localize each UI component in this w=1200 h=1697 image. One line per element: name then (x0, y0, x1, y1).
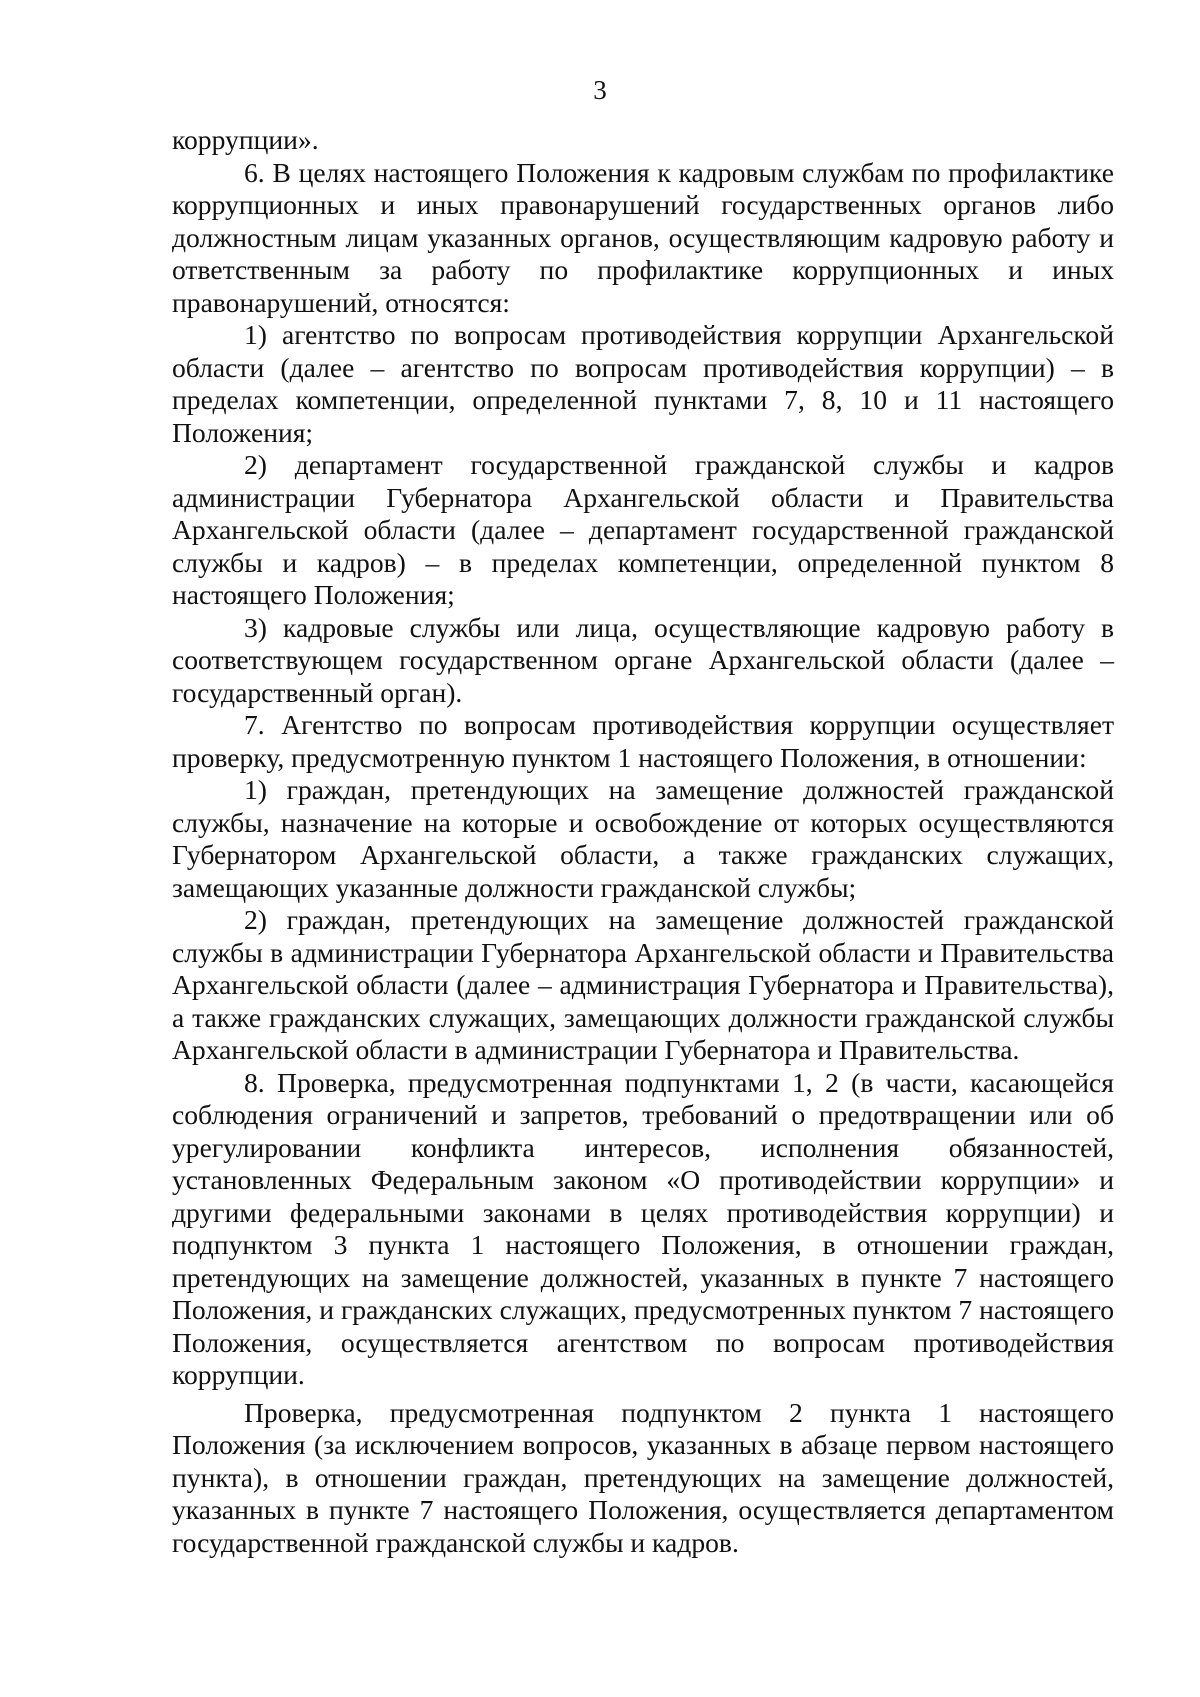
paragraph-clause-6-item-2: 2) департамент государственной гражданской службы и кадров администрации Губернатора Архангельской области и Правительства Архангельской области (далее – департамент государственной гражданской службы и кадров) – в пределах компетенции, определенной пунктом 8 настоящего Положения; (172, 449, 1114, 610)
paragraph-clause-7-item-2: 2) граждан, претендующих на замещение должностей гражданской службы в администрации Губернатора Архангельской области и Правительства Архангельской области (далее – администрация Губернатора и Правительства), а также гражданских служащих, замещающих должности гражданской службы Архангельской области в администрации Губернатора и Правительства. (172, 904, 1114, 1065)
paragraph-clause-8-part-2: Проверка, предусмотренная подпунктом 2 пункта 1 настоящего Положения (за исключением вопросов, указанных в абзаце первом настоящего пункта), в отношении граждан, претендующих на замещение должностей, указанных в пункте 7 настоящего Положения, осуществляется департаментом государственной гражданской службы и кадров. (172, 1396, 1114, 1558)
page-number: 3 (593, 75, 607, 105)
paragraph-continuation: коррупции». (172, 124, 319, 155)
paragraph-clause-6-item-1: 1) агентство по вопросам противодействия коррупции Архангельской области (далее – агентство по вопросам противодействия коррупции) – в пределах компетенции, определенной пунктами 7, 8, 10 и 11 настоящего Положения; (172, 319, 1114, 448)
paragraph-clause-6-item-3: 3) кадровые службы или лица, осуществляющие кадровую работу в соответствующем государственном органе Архангельской области (далее – государственный орган). (172, 611, 1114, 708)
paragraph-clause-7-item-1: 1) граждан, претендующих на замещение должностей гражданской службы, назначение на которые и освобождение от которых осуществляются Губернатором Архангельской области, а также гражданских служащих, замещающих указанные должности гражданской службы; (172, 774, 1114, 903)
document-body (172, 124, 1114, 1559)
paragraph-clause-8: 8. Проверка, предусмотренная подпунктами 1, 2 (в части, касающейся соблюдения ограничений и запретов, требований о предотвращении или об урегулировании конфликта интересов, исполнения обязанностей, установленных Федеральным законом «О противодействии коррупции» и другими федеральными законами в целях противодействия коррупции) и подпунктом 3 пункта 1 настоящего Положения, в отношении граждан, претендующих на замещение должностей, указанных в пункте 7 настоящего Положения, и гражданских служащих, предусмотренных пунктом 7 настоящего Положения, осуществляется агентством по вопросам противодействия коррупции. (172, 1066, 1114, 1390)
paragraph-clause-6: 6. В целях настоящего Положения к кадровым службам по профилактике коррупционных и иных правонарушений государственных органов либо должностным лицам указанных органов, осуществляющим кадровую работу и ответственным за работу по профилактике коррупционных и иных правонарушений, относятся: (172, 156, 1114, 318)
paragraph-clause-7: 7. Агентство по вопросам противодействия коррупции осуществляет проверку, предусмотренную пунктом 1 настоящего Положения, в отношении: (172, 709, 1114, 773)
